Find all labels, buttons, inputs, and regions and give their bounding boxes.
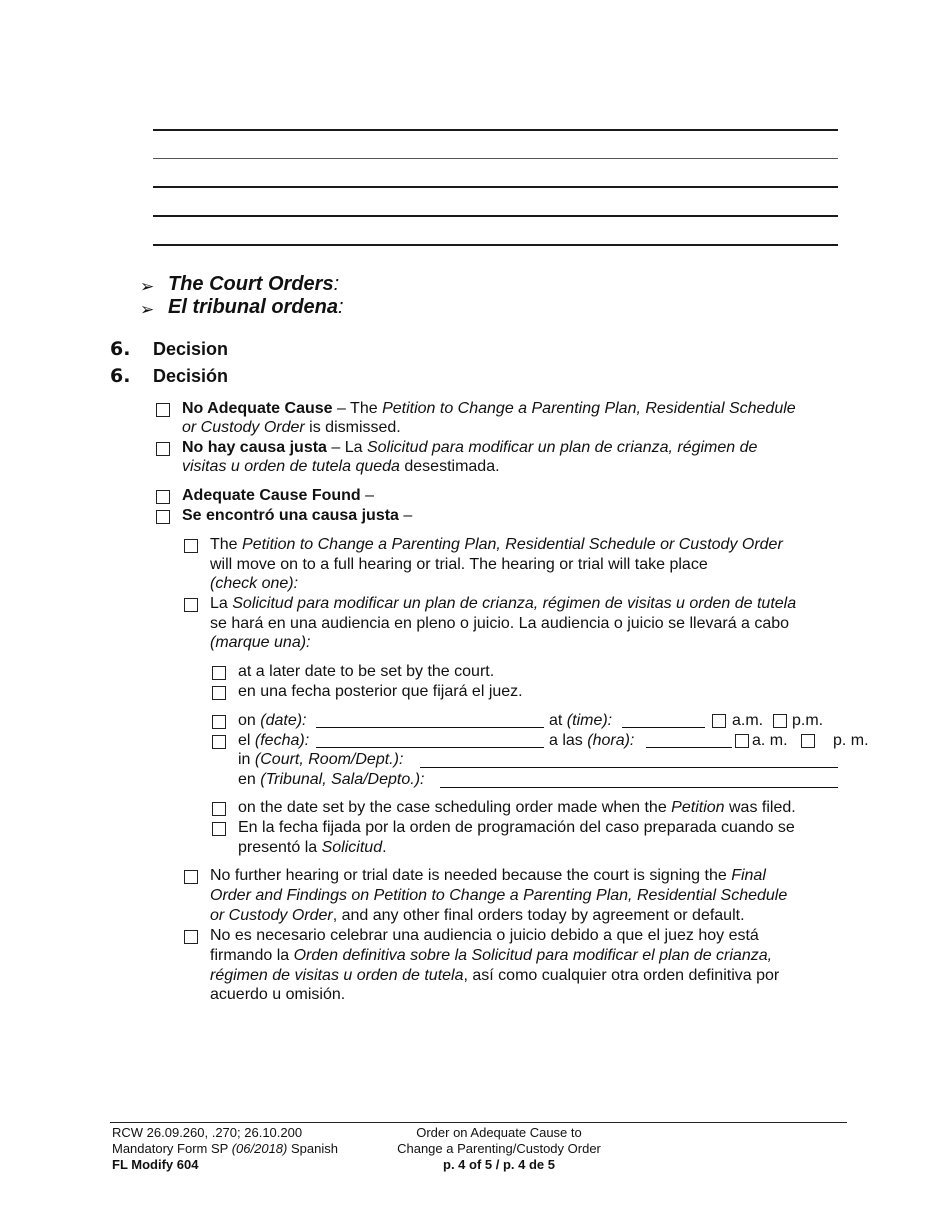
- no-further-hearing-text-1: No further hearing or trial date is needed because the court is signing the Final: [210, 867, 766, 884]
- arrow-bullet-icon: ➢: [140, 300, 155, 319]
- fecha-posterior-checkbox[interactable]: [212, 686, 226, 700]
- section-number: 6.: [110, 365, 131, 387]
- scheduling-order-text: on the date set by the case scheduling order made when the Petition was filed.: [238, 799, 796, 816]
- footer-form-id: FL Modify 604: [112, 1157, 199, 1172]
- causa-justa-checkbox[interactable]: [156, 510, 170, 524]
- full-hearing-text-2: will move on to a full hearing or trial. The hearing or trial will take place: [210, 556, 708, 573]
- no-adequate-cause-text-2: or Custody Order is dismissed.: [182, 419, 401, 436]
- no-es-necesario-text-1: No es necesario celebrar una audiencia o juicio debido a que el juez hoy está: [210, 927, 759, 944]
- hora-input-line[interactable]: [646, 732, 732, 748]
- no-es-necesario-checkbox[interactable]: [184, 930, 198, 944]
- writing-line-3[interactable]: [153, 186, 838, 188]
- section-number: 6.: [110, 338, 131, 360]
- causa-justa-text: Se encontró una causa justa –: [182, 507, 413, 524]
- full-hearing-checkbox[interactable]: [184, 539, 198, 553]
- full-hearing-text-1: The Petition to Change a Parenting Plan, Residential Schedule or Custody Order: [210, 536, 783, 553]
- tribunal-sala-input-line[interactable]: [440, 772, 838, 788]
- court-orders-heading: The Court Orders:: [168, 273, 340, 295]
- no-adequate-cause-checkbox[interactable]: [156, 403, 170, 417]
- el-fecha-row: el (fecha):: [238, 732, 310, 749]
- a-las-hora-label: a las (hora):: [549, 732, 635, 749]
- footer-page-number: p. 4 of 5 / p. 4 de 5: [443, 1157, 555, 1172]
- footer-rcw: RCW 26.09.260, .270; 26.10.200: [112, 1125, 303, 1140]
- footer-mandatory-form: Mandatory Form SP (06/2018) Spanish: [112, 1141, 338, 1156]
- writing-line-5[interactable]: [153, 244, 838, 246]
- footer-divider: [110, 1122, 847, 1123]
- tribunal-sala-label: en (Tribunal, Sala/Depto.):: [238, 771, 425, 788]
- am-label: a.m.: [732, 712, 764, 729]
- section-title-es: Decisión: [153, 366, 229, 386]
- no-es-necesario-text-2: firmando la Orden definitiva sobre la Solicitud para modificar el plan de crianza,: [210, 947, 773, 964]
- adequate-cause-found-checkbox[interactable]: [156, 490, 170, 504]
- writing-line-4[interactable]: [153, 215, 838, 217]
- no-further-hearing-text-2: Order and Findings on Petition to Change a Parenting Plan, Residential Schedule: [210, 887, 788, 904]
- footer-title-2: Change a Parenting/Custody Order: [397, 1141, 601, 1156]
- scheduling-order-checkbox[interactable]: [212, 802, 226, 816]
- fecha-fijada-text-1: En la fecha fijada por la orden de programación del caso preparada cuando se: [238, 819, 795, 836]
- writing-line-1[interactable]: [153, 129, 838, 131]
- no-adequate-cause-text: No Adequate Cause – The Petition to Change a Parenting Plan, Residential Schedule: [182, 400, 796, 417]
- fecha-input-line[interactable]: [316, 732, 544, 748]
- fecha-fijada-checkbox[interactable]: [212, 822, 226, 836]
- audiencia-pleno-text-1: La Solicitud para modificar un plan de crianza, régimen de visitas u orden de tutela: [210, 595, 797, 612]
- el-fecha-checkbox[interactable]: [212, 735, 226, 749]
- date-input-line[interactable]: [316, 712, 544, 728]
- on-date-checkbox[interactable]: [212, 715, 226, 729]
- am-es-checkbox[interactable]: [735, 734, 749, 748]
- arrow-bullet-icon: ➢: [140, 277, 155, 296]
- pm-es-checkbox[interactable]: [801, 734, 815, 748]
- audiencia-pleno-text-2: se hará en una audiencia en pleno o juicio. La audiencia o juicio se llevará a cabo: [210, 615, 790, 632]
- no-hay-causa-text-2: visitas u orden de tutela queda desestimada.: [182, 458, 500, 475]
- am-checkbox[interactable]: [712, 714, 726, 728]
- audiencia-pleno-text-3: (marque una):: [210, 634, 311, 651]
- court-room-input-line[interactable]: [420, 752, 838, 768]
- court-room-label: in (Court, Room/Dept.):: [238, 751, 404, 768]
- no-es-necesario-text-3: régimen de visitas u orden de tutela, así como cualquier otra orden definitiva por: [210, 967, 780, 984]
- time-input-line[interactable]: [622, 712, 705, 728]
- at-time-label: at (time):: [549, 712, 613, 729]
- pm-label: p.m.: [792, 712, 824, 729]
- no-hay-causa-checkbox[interactable]: [156, 442, 170, 456]
- audiencia-pleno-checkbox[interactable]: [184, 598, 198, 612]
- later-date-text: at a later date to be set by the court.: [238, 663, 495, 680]
- footer-title-1: Order on Adequate Cause to: [416, 1125, 582, 1140]
- no-hay-causa-text: No hay causa justa – La Solicitud para modificar un plan de crianza, régimen de: [182, 439, 758, 456]
- no-es-necesario-text-4: acuerdo u omisión.: [210, 986, 346, 1003]
- section-title-en: Decision: [153, 339, 229, 359]
- no-further-hearing-text-3: or Custody Order, and any other final orders today by agreement or default.: [210, 907, 745, 924]
- writing-line-2[interactable]: [153, 158, 838, 159]
- adequate-cause-found-text: Adequate Cause Found –: [182, 487, 375, 504]
- on-date-row: on (date):: [238, 712, 307, 729]
- pm-es-label: p. m.: [833, 732, 869, 749]
- tribunal-ordena-heading: El tribunal ordena:: [168, 296, 344, 318]
- am-es-label: a. m.: [752, 732, 788, 749]
- fecha-fijada-text-2: presentó la Solicitud.: [238, 839, 387, 856]
- later-date-checkbox[interactable]: [212, 666, 226, 680]
- no-further-hearing-checkbox[interactable]: [184, 870, 198, 884]
- full-hearing-text-3: (check one):: [210, 575, 299, 592]
- fecha-posterior-text: en una fecha posterior que fijará el juez.: [238, 683, 523, 700]
- pm-checkbox[interactable]: [773, 714, 787, 728]
